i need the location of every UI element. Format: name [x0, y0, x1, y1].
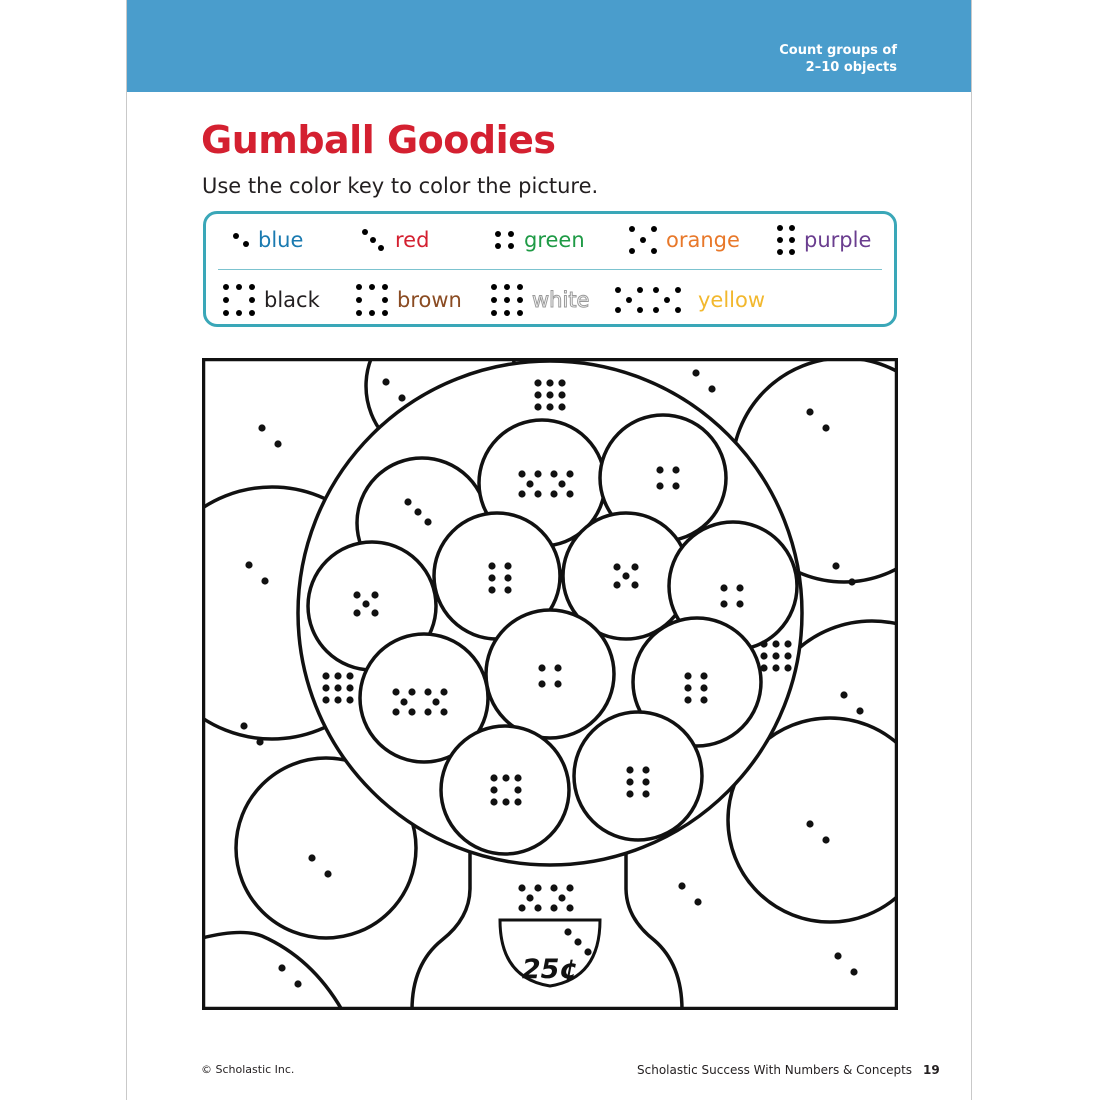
dots-6-icon	[774, 222, 798, 258]
header-banner	[127, 0, 971, 92]
dots-9-icon	[488, 281, 526, 319]
key-label-black: black	[264, 288, 320, 312]
gumball	[486, 610, 614, 738]
key-item-orange	[626, 220, 740, 260]
key-item-purple	[774, 220, 871, 260]
dots-2	[678, 882, 701, 905]
key-label-brown: brown	[397, 288, 462, 312]
key-label-red: red	[395, 228, 430, 252]
dots-7-icon	[220, 281, 258, 319]
key-item-red	[359, 220, 429, 260]
key-item-black	[220, 280, 320, 320]
dots-9	[534, 379, 565, 410]
worksheet-page	[126, 0, 972, 1100]
dots-2-icon	[230, 227, 252, 253]
key-item-green	[492, 220, 585, 260]
dots-2	[258, 424, 281, 447]
color-key	[203, 211, 897, 327]
dots-2	[834, 952, 857, 975]
key-label-orange: orange	[666, 228, 740, 252]
dots-8-icon	[353, 281, 391, 319]
dots-3-icon	[359, 225, 389, 255]
key-item-yellow	[612, 280, 765, 320]
key-label-green: green	[524, 228, 585, 252]
copyright: © Scholastic Inc.	[201, 1063, 295, 1076]
key-label-purple: purple	[804, 228, 872, 252]
instructions: Use the color key to color the picture.	[202, 174, 599, 198]
dots-9	[760, 640, 791, 671]
page-number: 19	[923, 1063, 940, 1077]
key-item-blue	[230, 220, 303, 260]
dots-10-icon	[612, 283, 684, 317]
key-item-white	[488, 280, 589, 320]
page-title: Gumball Goodies	[201, 118, 556, 162]
key-label-white: white	[532, 288, 590, 312]
dots-5-icon	[626, 223, 660, 257]
key-item-brown	[353, 280, 462, 320]
gumball-machine-coloring-picture	[202, 358, 898, 1010]
key-label-yellow: yellow	[698, 288, 766, 312]
skill-label-line-2: 2–10 objects	[805, 60, 897, 75]
dots-2	[692, 369, 715, 392]
book-title: Scholastic Success With Numbers & Concepts	[637, 1063, 913, 1077]
dots-9	[322, 672, 353, 703]
dots-4-icon	[492, 227, 518, 253]
dots-2	[278, 964, 301, 987]
skill-label-line-1: Count groups of	[779, 43, 897, 58]
gumball	[574, 712, 702, 840]
gumball	[441, 726, 569, 854]
skill-label	[779, 42, 897, 76]
coin-price-label: 25¢	[521, 954, 579, 985]
color-key-divider	[218, 269, 882, 270]
key-label-blue: blue	[258, 228, 304, 252]
